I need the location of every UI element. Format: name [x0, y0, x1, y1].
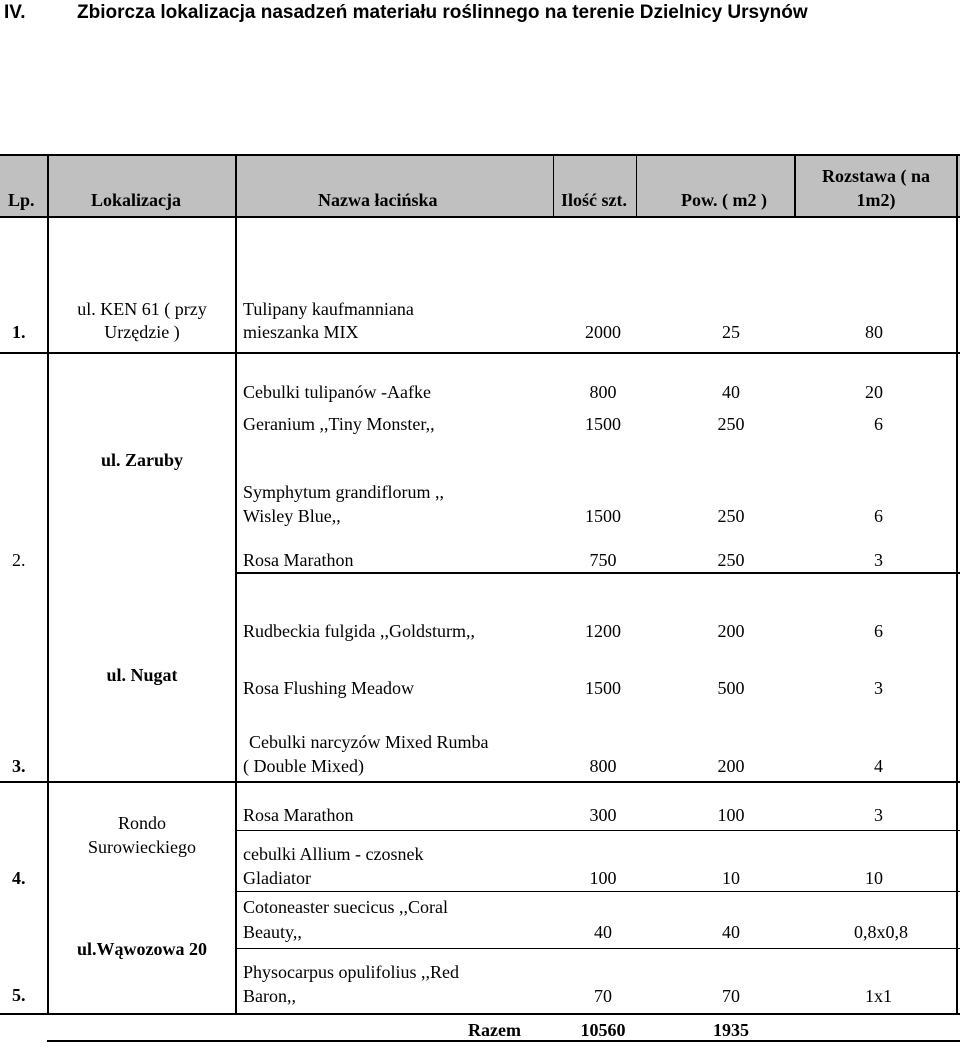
grid-line — [235, 154, 237, 1015]
plant-name-line2: Gladiator — [243, 868, 311, 888]
quantity-cell: 1500 — [585, 414, 621, 434]
plant-name-line1: Tulipany kaufmanniana — [243, 299, 414, 319]
header-rozstawa-line1: Rozstawa ( na — [822, 166, 930, 186]
grid-line — [0, 781, 960, 783]
plant-name-line1: Symphytum grandiflorum ,, — [243, 482, 444, 502]
area-cell: 70 — [722, 986, 740, 1006]
area-cell: 250 — [717, 550, 745, 570]
header-rozstawa-line2: 1m2) — [856, 190, 896, 210]
total-area: 1935 — [713, 1020, 749, 1040]
spacing-cell: 6 — [874, 621, 883, 641]
area-cell: 100 — [717, 805, 745, 825]
plant-name: Rosa Flushing Meadow — [243, 678, 414, 698]
total-quantity: 10560 — [580, 1020, 626, 1040]
spacing-cell: 6 — [874, 506, 883, 526]
plant-name: Rosa Marathon — [243, 805, 354, 825]
area-cell: 200 — [717, 756, 745, 776]
area-cell: 10 — [722, 868, 740, 888]
plant-name-line2: Beauty,, — [243, 922, 302, 942]
quantity-cell: 2000 — [585, 322, 621, 342]
plant-name-line1: cebulki Allium - czosnek — [243, 844, 424, 864]
plant-name: Cebulki tulipanów -Aafke — [243, 382, 431, 402]
plant-name: Geranium ,,Tiny Monster,, — [243, 414, 435, 434]
header-ilosc: Ilość szt. — [561, 190, 627, 210]
grid-line — [0, 154, 960, 156]
plant-name: Rudbeckia fulgida ,,Goldsturm,, — [243, 621, 475, 641]
grid-line — [235, 572, 960, 574]
quantity-cell: 1200 — [585, 621, 621, 641]
spacing-cell: 10 — [865, 868, 883, 888]
grid-line — [235, 948, 960, 949]
quantity-cell: 40 — [594, 922, 612, 942]
section-number: IV. — [4, 2, 26, 23]
area-cell: 40 — [722, 922, 740, 942]
spacing-cell: 1x1 — [865, 986, 892, 1006]
spacing-cell: 3 — [874, 805, 883, 825]
plant-name-line2: mieszanka MIX — [243, 322, 359, 342]
area-cell: 25 — [722, 322, 740, 342]
spacing-cell: 4 — [874, 756, 883, 776]
spacing-cell: 3 — [874, 550, 883, 570]
spacing-cell: 3 — [874, 678, 883, 698]
area-cell: 250 — [717, 506, 745, 526]
plant-name: Rosa Marathon — [243, 550, 354, 570]
quantity-cell: 800 — [589, 382, 617, 402]
row-lp: 1. — [12, 322, 26, 342]
grid-line — [636, 154, 637, 216]
grid-line — [553, 154, 554, 216]
row-location: ul. Zaruby — [100, 450, 184, 470]
plant-name-line1: Cotoneaster suecicus ,,Coral — [243, 897, 448, 917]
grid-line — [235, 891, 960, 892]
area-cell: 200 — [717, 621, 745, 641]
row-lp: 3. — [12, 756, 26, 776]
plant-name-line2: ( Double Mixed) — [243, 756, 364, 776]
plant-name-line1: Physocarpus opulifolius ,,Red — [243, 962, 459, 982]
quantity-cell: 800 — [589, 756, 617, 776]
spacing-cell: 20 — [865, 382, 883, 402]
spacing-cell: 80 — [865, 322, 883, 342]
area-cell: 500 — [717, 678, 745, 698]
quantity-cell: 70 — [594, 986, 612, 1006]
quantity-cell: 300 — [589, 805, 617, 825]
plant-name-line1: Cebulki narcyzów Mixed Rumba — [249, 732, 489, 752]
quantity-cell: 1500 — [585, 506, 621, 526]
spacing-cell: 0,8x0,8 — [854, 922, 908, 942]
plant-name-line2: Wisley Blue,, — [243, 506, 341, 526]
quantity-cell: 750 — [589, 550, 617, 570]
row-location: ul.Wąwozowa 20 — [77, 939, 207, 959]
grid-line — [235, 830, 960, 831]
grid-line — [0, 1013, 960, 1015]
total-label: Razem — [468, 1020, 521, 1040]
row-lp: 5. — [12, 985, 26, 1005]
grid-line — [0, 216, 960, 218]
section-title: Zbiorcza lokalizacja nasadzeń materiału roślinnego na terenie Dzielnicy Ursynów — [77, 2, 808, 23]
row-lp: 4. — [12, 868, 26, 888]
header-lp: Lp. — [8, 190, 35, 210]
grid-line — [956, 154, 958, 1015]
area-cell: 40 — [722, 382, 740, 402]
grid-line — [47, 154, 49, 1015]
quantity-cell: 1500 — [585, 678, 621, 698]
spacing-cell: 6 — [874, 414, 883, 434]
plant-name-line2: Baron,, — [243, 986, 296, 1006]
row-lp: 2. — [12, 550, 26, 570]
row-location-line2: Urzędzie ) — [104, 322, 180, 342]
header-nazwa: Nazwa łacińska — [318, 190, 438, 210]
row-location: ul. Nugat — [106, 665, 178, 685]
row-location-line2: Surowieckiego — [88, 837, 196, 857]
quantity-cell: 100 — [589, 868, 617, 888]
row-location-line1: ul. KEN 61 ( przy — [77, 299, 207, 319]
header-lokalizacja: Lokalizacja — [91, 190, 181, 210]
grid-line — [0, 352, 960, 354]
row-location-line1: Rondo — [117, 813, 166, 833]
header-pow: Pow. ( m2 ) — [681, 190, 767, 210]
area-cell: 250 — [717, 414, 745, 434]
